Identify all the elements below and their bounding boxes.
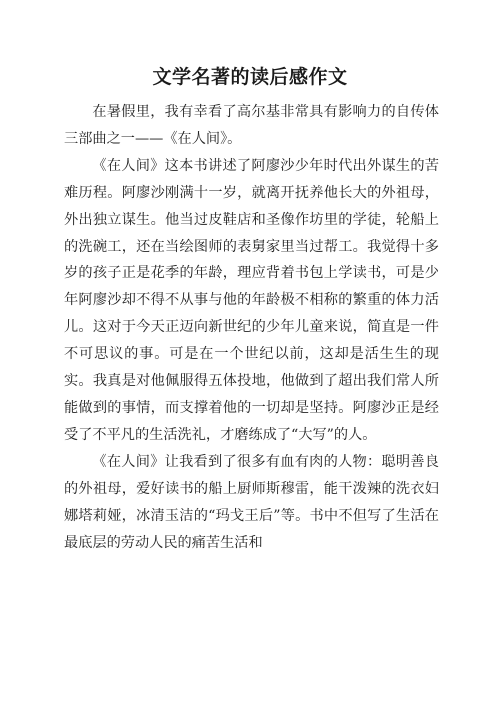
paragraph-2: 《在人间》这本书讲述了阿廖沙少年时代出外谋生的苦难历程。阿廖沙刚满十一岁，就离开抚养他长大的外祖母，外出独立谋生。他当过皮鞋店和圣像作坊里的学徒，轮船上的洗碗工，还在当绘图师的表舅家里当过帮工。我觉得十多岁的孩子正是花季的年龄，理应背着书包上学读书，可是少年阿廖沙却不得不从事与他的年龄极不相称的繁重的体力活儿。这对于今天正迈向新世纪的少年儿童来说，简直是一件不可思议的事。可是在一个世纪以前，这却是活生生的现实。我真是对他佩服得五体投地，他做到了超出我们常人所能做到的事情，而支撑着他的一切却是坚持。阿廖沙正是经受了不平凡的生活洗礼，才磨练成了“大写”的人。: [64, 157, 439, 443]
document-body: [64, 99, 439, 556]
document-title: 文学名著的读后感作文: [152, 66, 348, 88]
paragraph-1: 在暑假里，我有幸看了高尔基非常具有影响力的自传体三部曲之一——《在人间》。: [64, 104, 439, 147]
paragraph-3: 《在人间》让我看到了很多有血有肉的人物：聪明善良的外祖母，爱好读书的船上厨师斯穆雷，能干泼辣的洗衣妇娜塔莉娅，冰清玉洁的“玛戈王后”等。书中不但写了生活在最底层的劳动人民的痛苦生活和: [64, 453, 439, 551]
